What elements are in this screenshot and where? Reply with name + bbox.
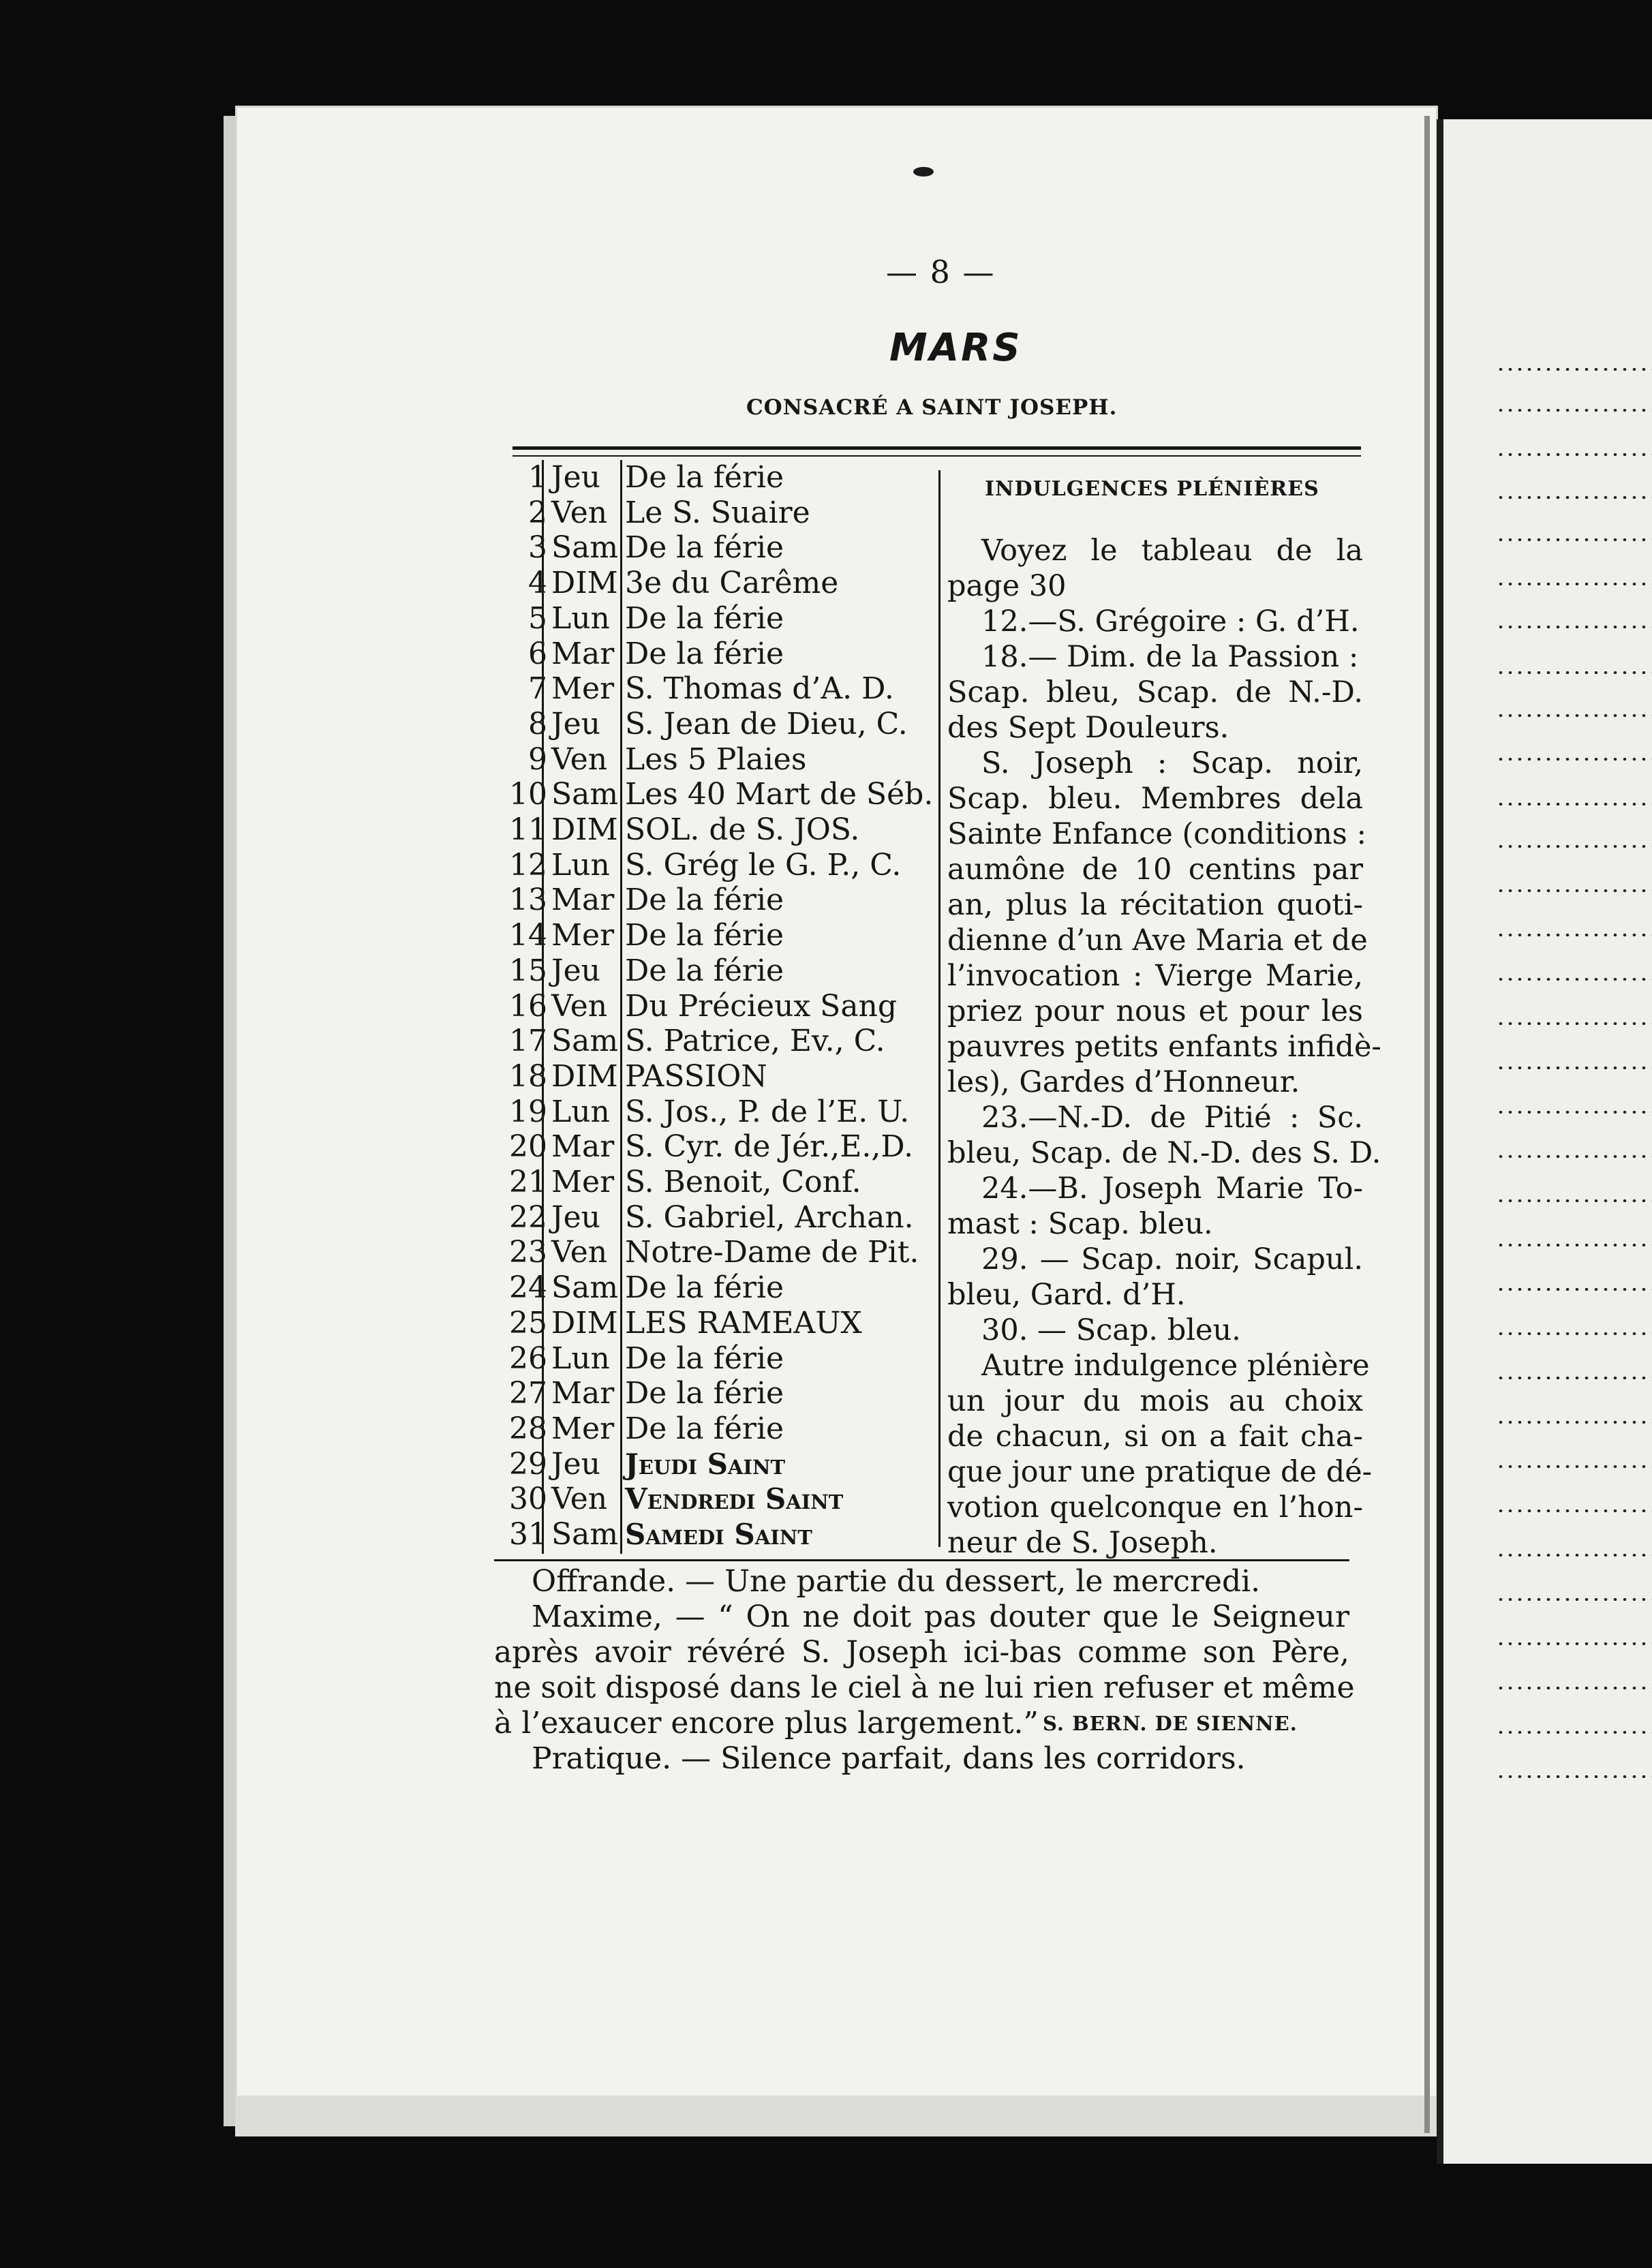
- day-of-week: Ven: [551, 988, 608, 1024]
- indulgence-line: mast : Scap. bleu.: [947, 1207, 1213, 1241]
- day-of-week: Sam: [551, 1270, 619, 1306]
- day-number: 20: [509, 1129, 547, 1165]
- indulgence-line: 29. — Scap. noir, Scapul.: [981, 1242, 1363, 1276]
- calendar-row: [494, 1376, 930, 1411]
- day-number: 4: [528, 566, 547, 601]
- feast-name: De la férie: [625, 600, 784, 636]
- day-number: 23: [509, 1235, 547, 1270]
- indulgence-line: bleu, Scap. de N.-D. des S. D.: [947, 1136, 1381, 1170]
- day-of-week: DIM: [551, 1305, 618, 1340]
- day-number: 16: [509, 988, 547, 1024]
- indulgence-line: pauvres petits enfants infidè-: [947, 1030, 1381, 1064]
- pratique-line: Pratique. — Silence parfait, dans les corridors.: [532, 1741, 1246, 1776]
- dedication: CONSACRÉ A SAINT JOSEPH.: [746, 395, 1118, 420]
- day-of-week: Jeu: [551, 1199, 601, 1235]
- feast-name: De la férie: [625, 1411, 784, 1446]
- day-of-week: Jeu: [551, 953, 601, 988]
- dotted-line: [1496, 1244, 1652, 1246]
- day-number: 28: [509, 1411, 547, 1446]
- dotted-line: [1496, 1199, 1652, 1202]
- indulgence-line: Scap. bleu, Scap. de N.-D.: [947, 675, 1363, 709]
- day-of-week: DIM: [551, 1058, 618, 1094]
- calendar-row: [494, 1306, 930, 1341]
- indulgence-line: page 30: [947, 569, 1067, 603]
- day-of-week: Mer: [551, 918, 615, 953]
- calendar-row: [494, 1270, 930, 1306]
- day-number: 30: [509, 1482, 547, 1517]
- calendar-row: [494, 1094, 930, 1130]
- day-number: 27: [509, 1376, 547, 1411]
- feast-name: S. Jean de Dieu, C.: [625, 706, 908, 741]
- day-of-week: Mer: [551, 1411, 615, 1446]
- day-of-week: Mar: [551, 636, 615, 671]
- calendar-row: [494, 637, 930, 672]
- day-number: 5: [528, 600, 547, 636]
- dotted-line: [1496, 1067, 1652, 1069]
- indulgence-line: dienne d’un Ave Maria et de: [947, 923, 1368, 957]
- dotted-line: [1496, 453, 1652, 456]
- feast-name: Vendredi Saint: [625, 1482, 844, 1516]
- day-of-week: Lun: [551, 847, 610, 883]
- day-number: 15: [509, 953, 547, 988]
- calendar-row: [494, 1200, 930, 1236]
- dotted-line: [1496, 1598, 1652, 1601]
- maxime-line-4: à l’exaucer encore plus largement.”: [494, 1706, 1039, 1741]
- page-bottom-edge: [235, 2096, 1438, 2136]
- feast-name: Du Précieux Sang: [625, 988, 898, 1024]
- calendar-row: [494, 1235, 930, 1270]
- day-number: 9: [528, 741, 547, 777]
- calendar-row: [494, 777, 934, 812]
- dotted-line: [1496, 368, 1652, 371]
- day-of-week: Lun: [551, 600, 610, 636]
- day-number: 19: [509, 1094, 547, 1129]
- day-number: 18: [509, 1058, 547, 1094]
- dotted-line: [1496, 1731, 1652, 1734]
- feast-name: De la férie: [625, 918, 784, 953]
- feast-name: S. Gabriel, Archan.: [625, 1199, 914, 1235]
- indulgence-line: 24.—B. Joseph Marie To-: [981, 1171, 1363, 1206]
- dotted-line: [1496, 1421, 1652, 1424]
- calendar-row: [494, 495, 930, 531]
- day-number: 29: [509, 1446, 547, 1482]
- dotted-line: [1496, 1332, 1652, 1335]
- day-number: 8: [528, 706, 547, 741]
- dotted-line: [1496, 496, 1652, 499]
- indulgence-line: Voyez le tableau de la: [981, 534, 1363, 568]
- indulgence-line: de chacun, si on a fait cha-: [947, 1420, 1363, 1454]
- day-number: 11: [509, 812, 547, 847]
- dotted-line: [1496, 1642, 1652, 1645]
- dotted-line: [1496, 758, 1652, 761]
- feast-name: SOL. de S. JOS.: [625, 812, 860, 847]
- day-number: 1: [528, 460, 547, 495]
- feast-name: De la férie: [625, 1340, 784, 1376]
- dotted-line: [1496, 1111, 1652, 1114]
- day-of-week: DIM: [551, 566, 618, 601]
- feast-name: S. Jos., P. de l’E. U.: [625, 1094, 910, 1129]
- calendar-row: [494, 918, 930, 953]
- day-of-week: Jeu: [551, 1446, 601, 1482]
- calendar-row: [494, 460, 930, 495]
- calendar-row: [494, 671, 930, 707]
- feast-name: Les 40 Mart de Séb.: [625, 777, 934, 812]
- calendar-row: [494, 1447, 930, 1482]
- top-rule-thin: [513, 455, 1361, 457]
- day-number: 22: [509, 1199, 547, 1235]
- day-number: 17: [509, 1024, 547, 1059]
- maxime-line-2: après avoir révéré S. Joseph ici-bas comme son Père,: [494, 1635, 1349, 1670]
- dotted-line: [1496, 671, 1652, 674]
- calendar-row: [494, 1024, 930, 1059]
- dotted-line: [1496, 934, 1652, 936]
- dotted-line: [1496, 1775, 1652, 1778]
- indulgence-line: neur de S. Joseph.: [947, 1526, 1218, 1560]
- indulgence-line: bleu, Gard. d’H.: [947, 1278, 1186, 1312]
- dotted-line: [1496, 583, 1652, 585]
- feast-name: 3e du Carême: [625, 566, 839, 601]
- calendar-row: [494, 1165, 930, 1200]
- indulgence-line: 23.—N.-D. de Pitié : Sc.: [981, 1101, 1363, 1135]
- day-of-week: Mar: [551, 883, 615, 918]
- indulgence-line: 18.— Dim. de la Passion :: [981, 640, 1359, 674]
- day-of-week: Lun: [551, 1094, 610, 1129]
- ink-smudge: [913, 167, 934, 177]
- maxime-line-1: Maxime, — “ On ne doit pas douter que le Seigneur: [532, 1599, 1349, 1634]
- day-of-week: DIM: [551, 812, 618, 847]
- calendar-row: [494, 530, 930, 566]
- calendar-row: [494, 1059, 930, 1094]
- day-of-week: Sam: [551, 1517, 619, 1552]
- day-number: 10: [509, 777, 547, 812]
- day-of-week: Sam: [551, 1024, 619, 1059]
- day-of-week: Ven: [551, 1235, 608, 1270]
- dotted-line: [1496, 803, 1652, 806]
- feast-name: Notre-Dame de Pit.: [625, 1235, 919, 1270]
- feast-name: S. Grég le G. P., C.: [625, 847, 902, 883]
- dotted-line: [1496, 714, 1652, 717]
- day-of-week: Mer: [551, 671, 615, 707]
- facing-page: [1437, 119, 1652, 2164]
- day-of-week: Sam: [551, 530, 619, 566]
- indulgence-line: votion quelconque en l’hon-: [947, 1490, 1363, 1524]
- day-number: 14: [509, 918, 547, 953]
- feast-name: S. Benoit, Conf.: [625, 1165, 861, 1199]
- dotted-line: [1496, 1687, 1652, 1689]
- calendar-row: [494, 989, 930, 1024]
- feast-name: PASSION: [625, 1058, 767, 1094]
- dotted-line: [1496, 538, 1652, 541]
- indulgence-line: 12.—S. Grégoire : G. d’H.: [981, 604, 1360, 639]
- indulgence-line: an, plus la récitation quoti-: [947, 888, 1363, 922]
- day-of-week: Jeu: [551, 460, 601, 495]
- dotted-line: [1496, 1288, 1652, 1291]
- day-number: 31: [509, 1517, 547, 1552]
- indulgence-line: un jour du mois au choix: [947, 1384, 1363, 1418]
- calendar-row: [494, 601, 930, 637]
- feast-name: Le S. Suaire: [625, 495, 810, 530]
- dotted-line: [1496, 626, 1652, 628]
- book-gutter: [1424, 116, 1430, 2133]
- indulgence-line: S. Joseph : Scap. noir,: [981, 746, 1363, 780]
- offrande-line: Offrande. — Une partie du dessert, le mercredi.: [532, 1564, 1261, 1599]
- day-number: 7: [528, 671, 547, 707]
- column-divider-fete: [938, 470, 940, 1547]
- day-of-week: Lun: [551, 1340, 610, 1376]
- day-of-week: Ven: [551, 741, 608, 777]
- indulgence-line: les), Gardes d’Honneur.: [947, 1065, 1300, 1099]
- feast-name: S. Cyr. de Jér.,E.,D.: [625, 1129, 914, 1165]
- feast-name: De la férie: [625, 883, 784, 918]
- calendar-row: [494, 1341, 930, 1377]
- calendar-row: [494, 953, 930, 989]
- dotted-line: [1496, 1377, 1652, 1379]
- day-number: 3: [528, 530, 547, 566]
- top-rule: [513, 446, 1361, 450]
- day-of-week: Sam: [551, 777, 619, 812]
- indulgence-line: Scap. bleu. Membres dela: [947, 782, 1363, 816]
- feast-name: Samedi Saint: [625, 1518, 812, 1551]
- month-title: MARS: [889, 326, 1022, 370]
- day-number: 21: [509, 1165, 547, 1199]
- day-of-week: Jeu: [551, 706, 601, 741]
- indulgence-line: que jour une pratique de dé-: [947, 1455, 1373, 1489]
- maxime-line-3: ne soit disposé dans le ciel à ne lui rien refuser et même: [494, 1670, 1355, 1705]
- day-of-week: Mar: [551, 1129, 615, 1165]
- indulgence-line: des Sept Douleurs.: [947, 711, 1229, 745]
- calendar-row: [494, 1517, 930, 1552]
- dotted-line: [1496, 1022, 1652, 1025]
- feast-name: Les 5 Plaies: [625, 741, 807, 777]
- day-of-week: Ven: [551, 495, 608, 530]
- feast-name: Jeudi Saint: [625, 1447, 786, 1481]
- calendar-row: [494, 883, 930, 918]
- indulgence-line: Autre indulgence plénière: [981, 1349, 1370, 1383]
- dotted-line: [1496, 889, 1652, 892]
- feast-name: De la férie: [625, 1270, 784, 1306]
- calendar-row: [494, 1482, 930, 1517]
- indulgence-line: aumône de 10 centins par: [947, 853, 1363, 887]
- page-number: — 8 —: [886, 254, 996, 290]
- feast-name: S. Patrice, Ev., C.: [625, 1024, 885, 1059]
- day-number: 26: [509, 1340, 547, 1376]
- feast-name: S. Thomas d’A. D.: [625, 671, 894, 707]
- indulgence-line: priez pour nous et pour les: [947, 994, 1363, 1028]
- calendar-row: [494, 707, 930, 742]
- calendar-row: [494, 742, 930, 778]
- calendar-row: [494, 1129, 930, 1165]
- feast-name: De la férie: [625, 460, 784, 495]
- dotted-line: [1496, 1155, 1652, 1158]
- day-of-week: Mer: [551, 1165, 615, 1199]
- dotted-line: [1496, 1554, 1652, 1557]
- calendar-row: [494, 848, 930, 883]
- day-number: 12: [509, 847, 547, 883]
- calendar-row: [494, 812, 930, 848]
- feast-name: De la férie: [625, 530, 784, 566]
- day-number: 24: [509, 1270, 547, 1306]
- indulgence-line: l’invocation : Vierge Marie,: [947, 959, 1363, 993]
- dotted-line: [1496, 1465, 1652, 1468]
- day-number: 13: [509, 883, 547, 918]
- indulgence-line: 30. — Scap. bleu.: [981, 1313, 1241, 1347]
- dotted-line: [1496, 845, 1652, 848]
- calendar-row: [494, 1411, 930, 1447]
- maxime-signature: S. BERN. DE SIENNE.: [1043, 1712, 1298, 1735]
- day-of-week: Ven: [551, 1482, 608, 1517]
- indulgences-heading: INDULGENCES PLÉNIÈRES: [985, 477, 1319, 501]
- dotted-line: [1496, 409, 1652, 412]
- indulgence-line: Sainte Enfance (conditions :: [947, 817, 1367, 851]
- day-number: 25: [509, 1305, 547, 1340]
- dotted-line: [1496, 978, 1652, 981]
- day-number: 6: [528, 636, 547, 671]
- dotted-line: [1496, 1510, 1652, 1512]
- day-of-week: Mar: [551, 1376, 615, 1411]
- day-number: 2: [528, 495, 547, 530]
- calendar-row: [494, 566, 930, 601]
- feast-name: LES RAMEAUX: [625, 1305, 862, 1340]
- feast-name: De la férie: [625, 1376, 784, 1411]
- feast-name: De la férie: [625, 636, 784, 671]
- feast-name: De la férie: [625, 953, 784, 988]
